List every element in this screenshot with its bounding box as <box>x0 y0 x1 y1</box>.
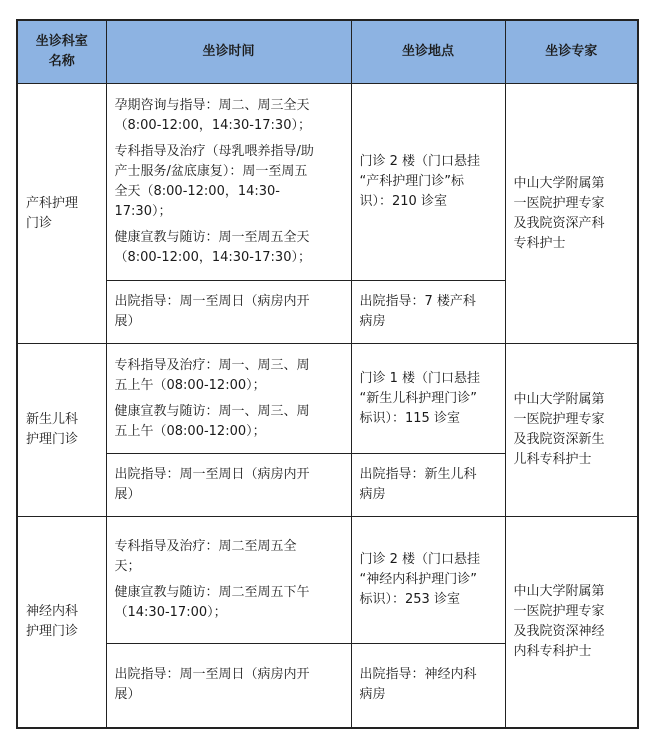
schedule-item <box>115 583 343 623</box>
text-line: 识）：210 诊室 <box>359 194 447 209</box>
text-line: 儿科专科护士 <box>513 452 592 467</box>
department-name: 产科护理 <box>26 195 79 211</box>
text-line: 及我院资深神经 <box>513 623 605 639</box>
schedule-item <box>115 142 343 222</box>
clinic-time-cell <box>106 344 351 454</box>
text-line: （8:00-12:00，14:30-17:30）； <box>114 250 311 265</box>
schedule-item <box>115 537 343 577</box>
text-line: 一医院护理专家 <box>513 603 605 619</box>
text-line: 全天（8:00-12:00，14:30- <box>114 184 281 199</box>
header-row <box>17 20 638 84</box>
clinic-location-cell <box>351 84 505 281</box>
header-text: 名称 <box>48 54 75 69</box>
text-line: 产士服务/盆底康复）：周一至周五 <box>114 164 308 179</box>
text-line: 门诊 2 楼（门口悬挂 <box>359 552 481 567</box>
text-line: 专科指导及治疗：周二至周五全 <box>114 539 297 554</box>
text-line: 病房 <box>359 487 386 502</box>
discharge-location-cell <box>351 281 505 344</box>
text-line: 五上午（08:00-12:00）； <box>114 423 266 439</box>
text-line: 一医院护理专家 <box>513 412 605 427</box>
discharge-location-cell <box>351 454 505 517</box>
text-line: 病房 <box>359 687 386 703</box>
text-line: 内科专科护士 <box>513 643 592 659</box>
text-line: 专科护士 <box>513 235 566 251</box>
header-text: 坐诊专家 <box>545 44 598 59</box>
text-line: “新生儿科护理门诊” <box>359 390 477 406</box>
table-row-neurology <box>17 517 638 644</box>
text-line: 一医院护理专家 <box>513 195 605 211</box>
text-line: 中山大学附属第 <box>513 175 605 191</box>
header-expert <box>505 20 638 84</box>
text-line: “产科护理门诊”标 <box>359 174 464 189</box>
department-name: 护理门诊 <box>26 432 79 447</box>
table-row-neonatal <box>17 344 638 454</box>
department-name: 门诊 <box>26 215 53 231</box>
schedule-item <box>115 228 343 268</box>
text-line: （8:00-12:00，14:30-17:30）； <box>114 118 311 133</box>
text-line: 出院指导：7 楼产科 <box>359 294 476 309</box>
clinic-schedule-table <box>16 19 639 729</box>
text-line: 五上午（08:00-12:00）； <box>114 377 266 393</box>
header-text: 坐诊科室 <box>35 34 88 49</box>
schedule-item <box>115 356 343 396</box>
text-line: 17:30）； <box>114 204 172 219</box>
header-time <box>106 20 351 84</box>
text-line: 中山大学附属第 <box>513 583 605 599</box>
department-cell <box>17 344 106 517</box>
department-name: 神经内科 <box>26 603 79 619</box>
text-line: 天； <box>114 559 141 574</box>
text-line: 标识）：253 诊室 <box>359 592 460 607</box>
text-line: 健康宣教与随访：周二至周五下午 <box>114 585 310 600</box>
text-line: 专科指导及治疗（母乳喂养指导/助 <box>114 144 314 159</box>
clinic-time-cell <box>106 517 351 644</box>
table-row-obstetrics <box>17 84 638 281</box>
text-line: “神经内科护理门诊” <box>359 572 477 587</box>
text-line: 出院指导：周一至周日（病房内开 <box>114 294 310 309</box>
text-line: 专科指导及治疗：周一、周三、周 <box>114 357 310 373</box>
discharge-time-cell <box>106 644 351 728</box>
header-department <box>17 20 106 84</box>
schedule-item <box>115 402 343 442</box>
text-line: 出院指导：周一至周日（病房内开 <box>114 467 310 482</box>
department-cell <box>17 84 106 344</box>
text-line: 病房 <box>359 314 386 329</box>
schedule-item <box>115 96 343 136</box>
expert-cell <box>505 517 638 728</box>
expert-cell <box>505 344 638 517</box>
discharge-location-cell <box>351 644 505 728</box>
header-text: 坐诊时间 <box>202 44 255 59</box>
clinic-location-cell <box>351 517 505 644</box>
text-line: 出院指导：周一至周日（病房内开 <box>114 667 310 683</box>
text-line: 及我院资深产科 <box>513 215 605 231</box>
text-line: 展） <box>114 487 141 502</box>
discharge-time-cell <box>106 454 351 517</box>
department-name: 新生儿科 <box>26 412 79 427</box>
header-text: 坐诊地点 <box>401 44 454 59</box>
clinic-location-cell <box>351 344 505 454</box>
text-line: （14:30-17:00）； <box>114 605 227 620</box>
text-line: 门诊 2 楼（门口悬挂 <box>359 154 481 169</box>
text-line: 及我院资深新生 <box>513 432 605 447</box>
text-line: 孕期咨询与指导：周二、周三全天 <box>114 98 310 113</box>
text-line: 中山大学附属第 <box>513 392 605 407</box>
department-cell <box>17 517 106 728</box>
text-line: 出院指导：神经内科 <box>359 667 477 683</box>
department-name: 护理门诊 <box>26 623 79 639</box>
text-line: 出院指导：新生儿科 <box>359 467 477 482</box>
expert-cell <box>505 84 638 344</box>
text-line: 门诊 1 楼（门口悬挂 <box>359 370 481 386</box>
discharge-time-cell <box>106 281 351 344</box>
clinic-time-cell <box>106 84 351 281</box>
text-line: 标识）：115 诊室 <box>359 410 460 426</box>
text-line: 展） <box>114 687 141 703</box>
text-line: 展） <box>114 314 141 329</box>
header-location <box>351 20 505 84</box>
text-line: 健康宣教与随访：周一、周三、周 <box>114 403 310 419</box>
text-line: 健康宣教与随访：周一至周五全天 <box>114 230 310 245</box>
